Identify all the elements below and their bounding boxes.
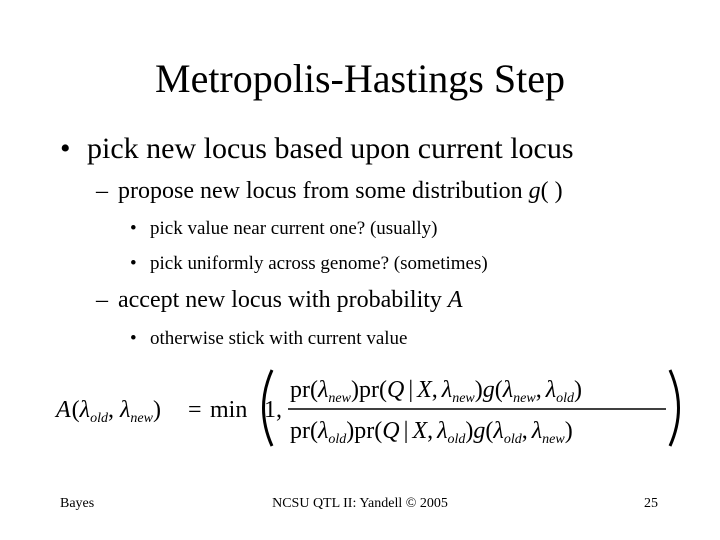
- sub-bullet-uniform: [130, 253, 488, 275]
- lhs-a: A: [56, 397, 71, 423]
- dash-accept: [96, 287, 463, 314]
- sub-bullet-text: otherwise stick with current value: [150, 328, 408, 349]
- numerator: $pr(\lambda_{new})pr(Q$ | X, $\lambda_{new})g(\lambda_{new}$, $\lambda_{old}$): [290, 377, 583, 406]
- bullet-pick-new-locus: [60, 132, 574, 166]
- denominator: $pr(\lambda_{old})pr(Q$ | X, $\lambda_{old})g(\lambda_{old}$, $\lambda_{new}$): [290, 418, 573, 447]
- equals-sign: =: [188, 397, 202, 423]
- one-comma: 1,: [264, 397, 282, 423]
- min-operator: min: [210, 397, 248, 423]
- footer-center: NCSU QTL II: Yandell © 2005: [272, 496, 448, 511]
- big-right-paren: [670, 370, 679, 446]
- footer-left: Bayes: [60, 496, 95, 511]
- svg-text:A(λold,λnew): [54, 397, 161, 426]
- paren-close: ): [152, 397, 161, 423]
- sub-bullet-near-current: [130, 218, 438, 240]
- dash-marker: –: [96, 178, 108, 204]
- sub-bullet-otherwise: [130, 328, 407, 350]
- dash-propose: [96, 178, 563, 205]
- sub-old: old: [90, 411, 108, 426]
- slide-title: Metropolis-Hastings Step: [155, 56, 565, 101]
- lambda-new-symbol: λ: [119, 397, 131, 423]
- sub-new: new: [130, 411, 153, 426]
- comma: ,: [107, 397, 114, 423]
- dash-tail: ( ): [540, 178, 563, 204]
- sub-bullet-text: pick uniformly across genome? (sometimes): [150, 253, 488, 274]
- bullet-marker: •: [130, 253, 137, 274]
- bullet-marker: •: [130, 328, 137, 349]
- dash-marker: –: [96, 287, 108, 313]
- dash-func: g: [528, 178, 541, 204]
- dash-text: propose new locus from some distribution: [118, 178, 529, 204]
- page-number: 25: [644, 496, 658, 511]
- paren-open: (: [71, 397, 80, 423]
- dash-text: accept new locus with probability: [118, 287, 448, 313]
- lambda-old-symbol: λ: [79, 397, 91, 423]
- bullet-marker: •: [130, 218, 137, 239]
- dash-var: A: [447, 287, 463, 313]
- bullet-marker: •: [60, 132, 71, 165]
- acceptance-formula: [0, 360, 720, 460]
- sub-bullet-text: pick value near current one? (usually): [150, 218, 438, 239]
- bullet-text: pick new locus based upon current locus: [87, 132, 574, 165]
